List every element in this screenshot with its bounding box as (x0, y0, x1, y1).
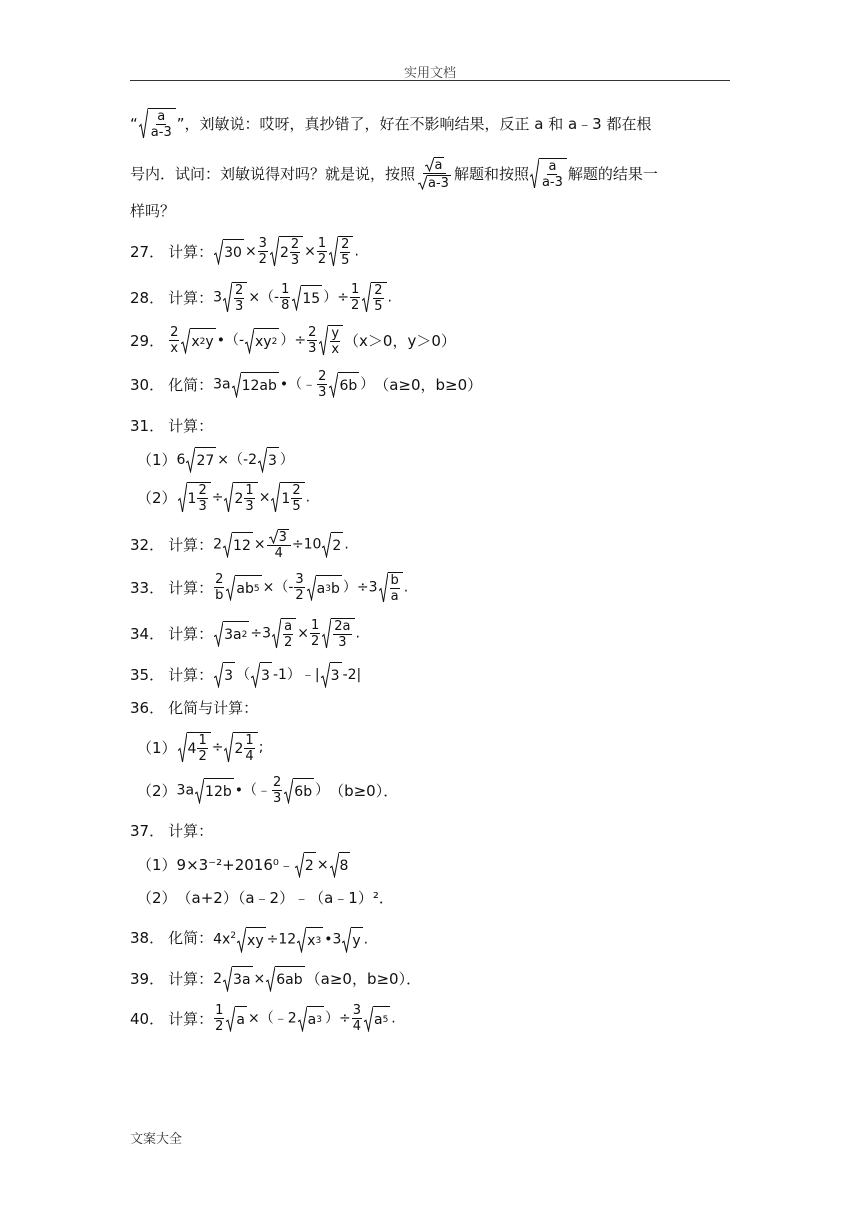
problem-35: 35． 计算： 3 （ 3 -1）﹣| 3 -2| (130, 662, 730, 688)
expr-31-2: 1 $\frac{2}{3}$ ÷ 2 $\frac{1}{3}$ × 1 $\frac{2}{5}$ . (177, 482, 311, 513)
expr-34: 3a 2 ÷3 $\frac{a}{2}$ × $\frac{1}{2}$ $\frac{2a}{3}$ . (213, 618, 360, 649)
expr-36-1: 4 $\frac{1}{2}$ ÷ 2 $\frac{1}{4}$ ; (177, 732, 264, 763)
problem-31-part-2: （2） 1 $\frac{2}{3}$ ÷ 2 $\frac{1}{3}$ × 1 $\frac{2}{5}$ . (137, 483, 311, 514)
expr-39: 2 3a × 6ab (213, 966, 306, 992)
intro-line-1: “ $\frac{a}{a-3}$ ”，刘敏说：哎呀，真抄错了，好在不影响结果，反正 a 和 a﹣3 都在根 (130, 109, 652, 140)
expr-31-1: 6 27 ×（-2 3 ） (177, 447, 294, 473)
problem-36-part-1: （1） 4 $\frac{1}{2}$ ÷ 2 $\frac{1}{4}$ ; (137, 733, 264, 764)
intro-line-2 (130, 157, 730, 190)
problem-33: 33． 计算： $\frac{2}{b}$ ab 5 ×（- $\frac{3}{2}$ a 3 b ）÷3 $\frac{b}{a}$ . (130, 572, 409, 604)
sqrt-a-over-a-minus-3-b: $\frac{a}{a-3}$ (530, 158, 567, 189)
intro-text-2c: 解题的结果一 (567, 164, 658, 183)
page-footer: 文案大全 (130, 1132, 183, 1147)
expr-40: $\frac{1}{2}$ a ×（﹣2 a 3 ）÷ $\frac{3}{4}$ a 5 . (215, 1003, 396, 1034)
expr-38: $4x^2$ xy ÷12 x 3 •3 y . (213, 924, 368, 953)
problem-29: 29． $\frac{2}{x}$ x 2 y •（- xy 2 ）÷ $\frac{2}{3}$ $\frac{y}{x}$ （x＞0，y＞0） (130, 325, 456, 357)
problem-37-part-2: （2） （a+2）（a﹣2）﹣（a﹣1）²． (137, 889, 394, 907)
page-header: 实用文档 (403, 66, 456, 81)
problem-28: 28． 计算： 3 $\frac{2}{3}$ ×（- $\frac{1}{8}$ 15 ）÷ $\frac{1}{2}$ $\frac{2}{5}$ . (130, 282, 392, 314)
sqrt-a-over-a-minus-3: $\frac{a}{a-3}$ (139, 108, 176, 139)
expr-30: 3a 12ab •（﹣ $\frac{2}{3}$ 6b ） (213, 369, 375, 400)
intro-text-2a: 号内．试问：刘敏说得对吗？就是说，按照 (130, 164, 416, 183)
expr-27: 30 × $\frac{3}{2}$ 2 $\frac{2}{3}$ × $\frac{1}{2}$ $\frac{2}{5}$ . (213, 236, 359, 267)
problem-34: 34． 计算： 3a 2 ÷3 $\frac{a}{2}$ × $\frac{1}{2}$ $\frac{2a}{3}$ . (130, 618, 360, 650)
problem-38: 38． 化简： $4x^2$ xy ÷12 x 3 •3 y . (130, 924, 730, 953)
expr-36-2: 3a 12b •（﹣ $\frac{2}{3}$ 6b ） (176, 775, 330, 806)
problem-31-part-1: （1） 6 27 ×（-2 3 ） (137, 447, 737, 473)
problem-30: 30． 化简： 3a 12ab •（﹣ $\frac{2}{3}$ 6b ） （a≥0，b≥0） (130, 369, 483, 400)
problem-31: 31． 计算： (130, 417, 214, 435)
expr-28: 3 $\frac{2}{3}$ ×（- $\frac{1}{8}$ 15 ）÷ $\frac{1}{2}$ $\frac{2}{5}$ . (213, 282, 392, 314)
problem-27: 27． 计算： 30 × $\frac{3}{2}$ 2 $\frac{2}{3}$ × $\frac{1}{2}$ $\frac{2}{5}$ . (130, 236, 359, 268)
expr-33: $\frac{2}{b}$ ab 5 ×（- $\frac{3}{2}$ a 3 b ）÷3 $\frac{b}{a}$ . (215, 572, 409, 604)
problem-37: 37． 计算： (130, 822, 214, 840)
expr-35: 3 （ 3 -1）﹣| 3 -2| (213, 662, 361, 688)
intro-text-1: ”，刘敏说：哎呀，真抄错了，好在不影响结果，反正 a 和 a﹣3 都在根 (176, 114, 652, 133)
intro-line-3: 样吗？ (130, 202, 176, 220)
problem-36-part-2: （2） 3a 12b •（﹣ $\frac{2}{3}$ 6b ） （b≥0）． (137, 775, 399, 806)
problem-36: 36． 化简与计算： (130, 699, 259, 717)
expr-32: 2 12 × $\frac{3}{4}$ ÷10 2 . (213, 530, 349, 561)
problem-32: 32． 计算： 2 12 × $\frac{3}{4}$ ÷10 2 . (130, 530, 349, 561)
problem-37-part-1: （1） 9×3⁻²+2016⁰﹣ 2 × 8 (137, 852, 737, 878)
frac-sqrt-a-over-sqrt-a-minus-3: $\frac{a}{a-3}$ (416, 157, 453, 190)
header-rule (130, 80, 730, 81)
problem-39: 39． 计算： 2 3a × 6ab （a≥0，b≥0）． (130, 966, 730, 992)
intro-text-2b: 解题和按照 (453, 164, 529, 183)
expr-37-1: 2 × 8 (294, 852, 352, 878)
expr-29: $\frac{2}{x}$ x 2 y •（- xy 2 ）÷ $\frac{2}{3}$ $\frac{y}{x}$ (168, 325, 344, 356)
problem-40: 40． 计算： $\frac{1}{2}$ a ×（﹣2 a 3 ）÷ $\frac{3}{4}$ a 5 . (130, 1003, 396, 1034)
